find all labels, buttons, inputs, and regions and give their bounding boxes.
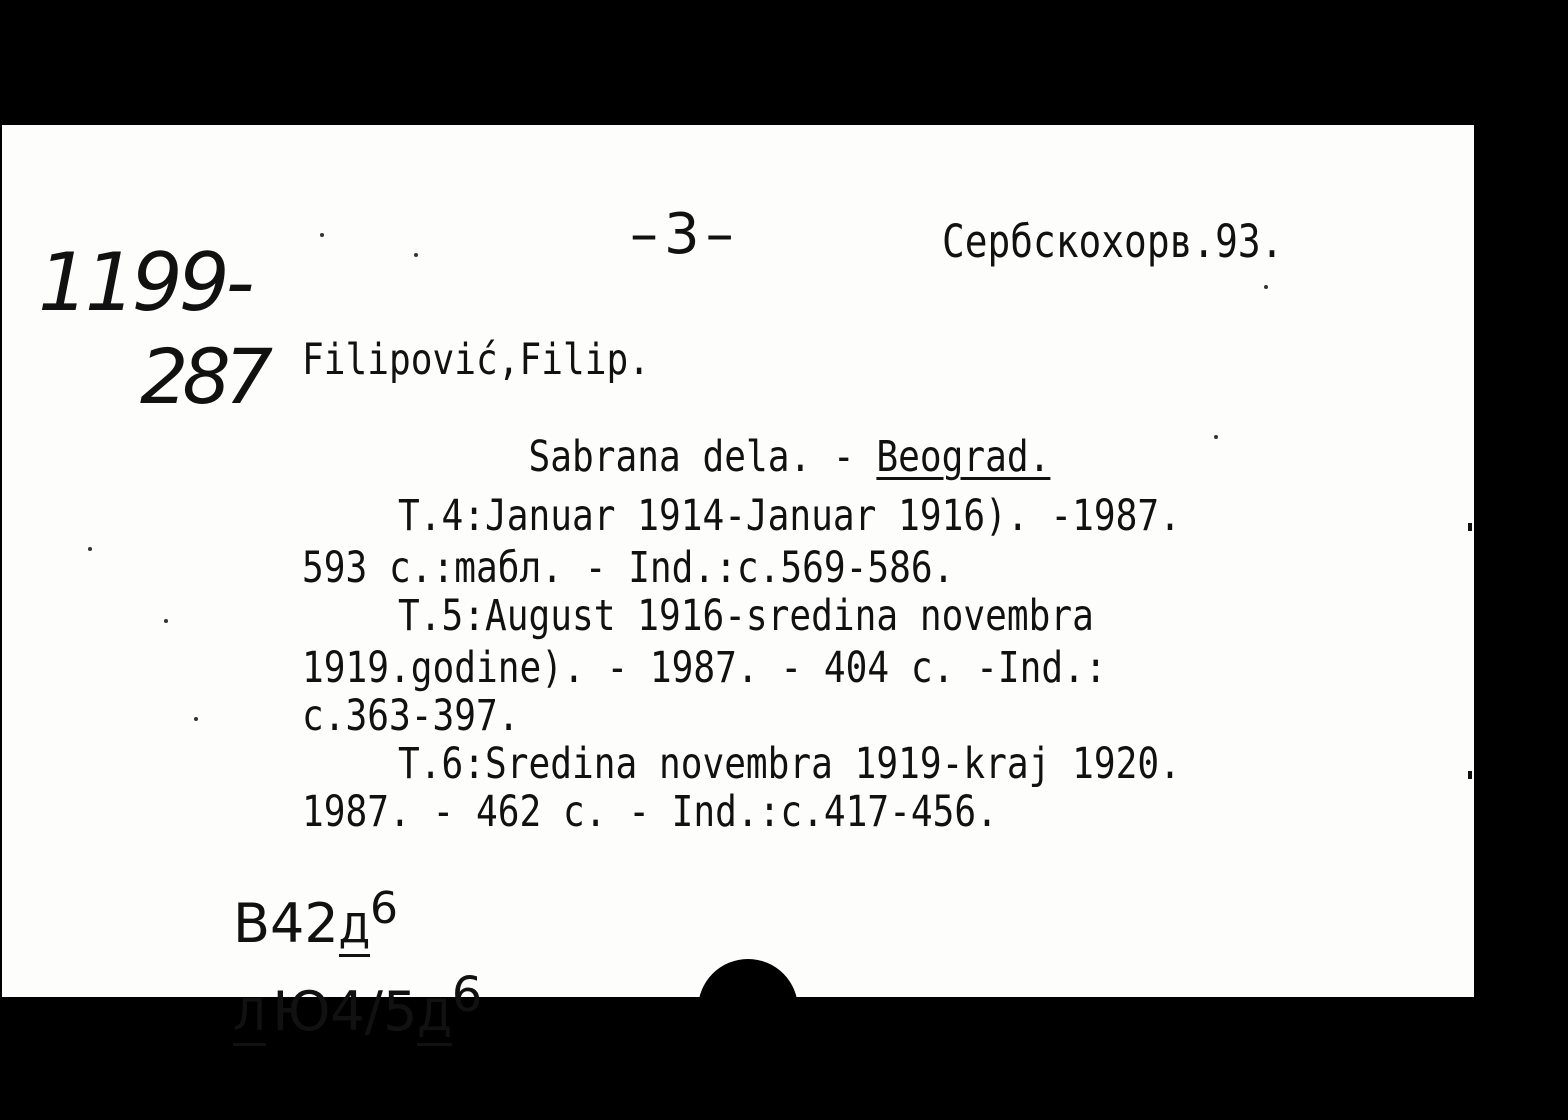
- scan-speck: [414, 253, 418, 257]
- title-text: Sabrana dela. -: [528, 432, 877, 482]
- shelf-mark-1-suffix: 6: [370, 883, 399, 934]
- entry-line-7: 1987. - 462 c. - Ind.:c.417-456.: [302, 787, 998, 837]
- scan-speck: [1214, 435, 1218, 439]
- shelf-mark-1-main: В42: [233, 892, 339, 955]
- entry-line-2: 593 c.:maбл. - Ind.:c.569-586.: [302, 543, 955, 593]
- entry-line-6: T.6:Sredina novembra 1919-kraj 1920.: [398, 739, 1181, 789]
- punch-hole: [698, 959, 798, 1059]
- call-number-line-2: 287: [140, 332, 268, 421]
- entry-line-4: 1919.godine). - 1987. - 404 c. -Ind.:: [302, 643, 1107, 693]
- catalog-card: [2, 125, 1474, 1043]
- entry-line-1: T.4:Januar 1914-Januar 1916). -1987.: [398, 491, 1181, 541]
- scan-speck: [1264, 285, 1268, 289]
- page-mark: –3–: [630, 202, 740, 267]
- shelf-mark-2: [130, 917, 482, 1093]
- scan-speck: [164, 619, 168, 623]
- shelf-mark-2-suffix: 6: [451, 967, 483, 1023]
- scan-speck: [88, 547, 92, 551]
- scan-speck: [320, 233, 324, 237]
- edge-mark: [1468, 523, 1472, 531]
- call-number-line-1: 1199-: [38, 236, 251, 329]
- author-heading: Filipović,Filip.: [302, 335, 650, 385]
- scan-speck: [194, 717, 198, 721]
- shelf-mark-1-underlined: Д: [339, 906, 370, 957]
- entry-line-5: c.363-397.: [302, 691, 520, 741]
- place-of-publication: Beograd.: [876, 432, 1051, 482]
- shelf-mark-2-main: Ю4/5: [272, 980, 418, 1043]
- classification-label: Сербскохорв.93.: [942, 215, 1284, 268]
- shelf-mark-2-underlined-a: Л: [233, 990, 266, 1046]
- shelf-mark-2-underlined-b: Д: [417, 990, 451, 1046]
- entry-line-3: T.5:August 1916-sredina novembra: [398, 591, 1094, 641]
- edge-mark: [1468, 771, 1472, 779]
